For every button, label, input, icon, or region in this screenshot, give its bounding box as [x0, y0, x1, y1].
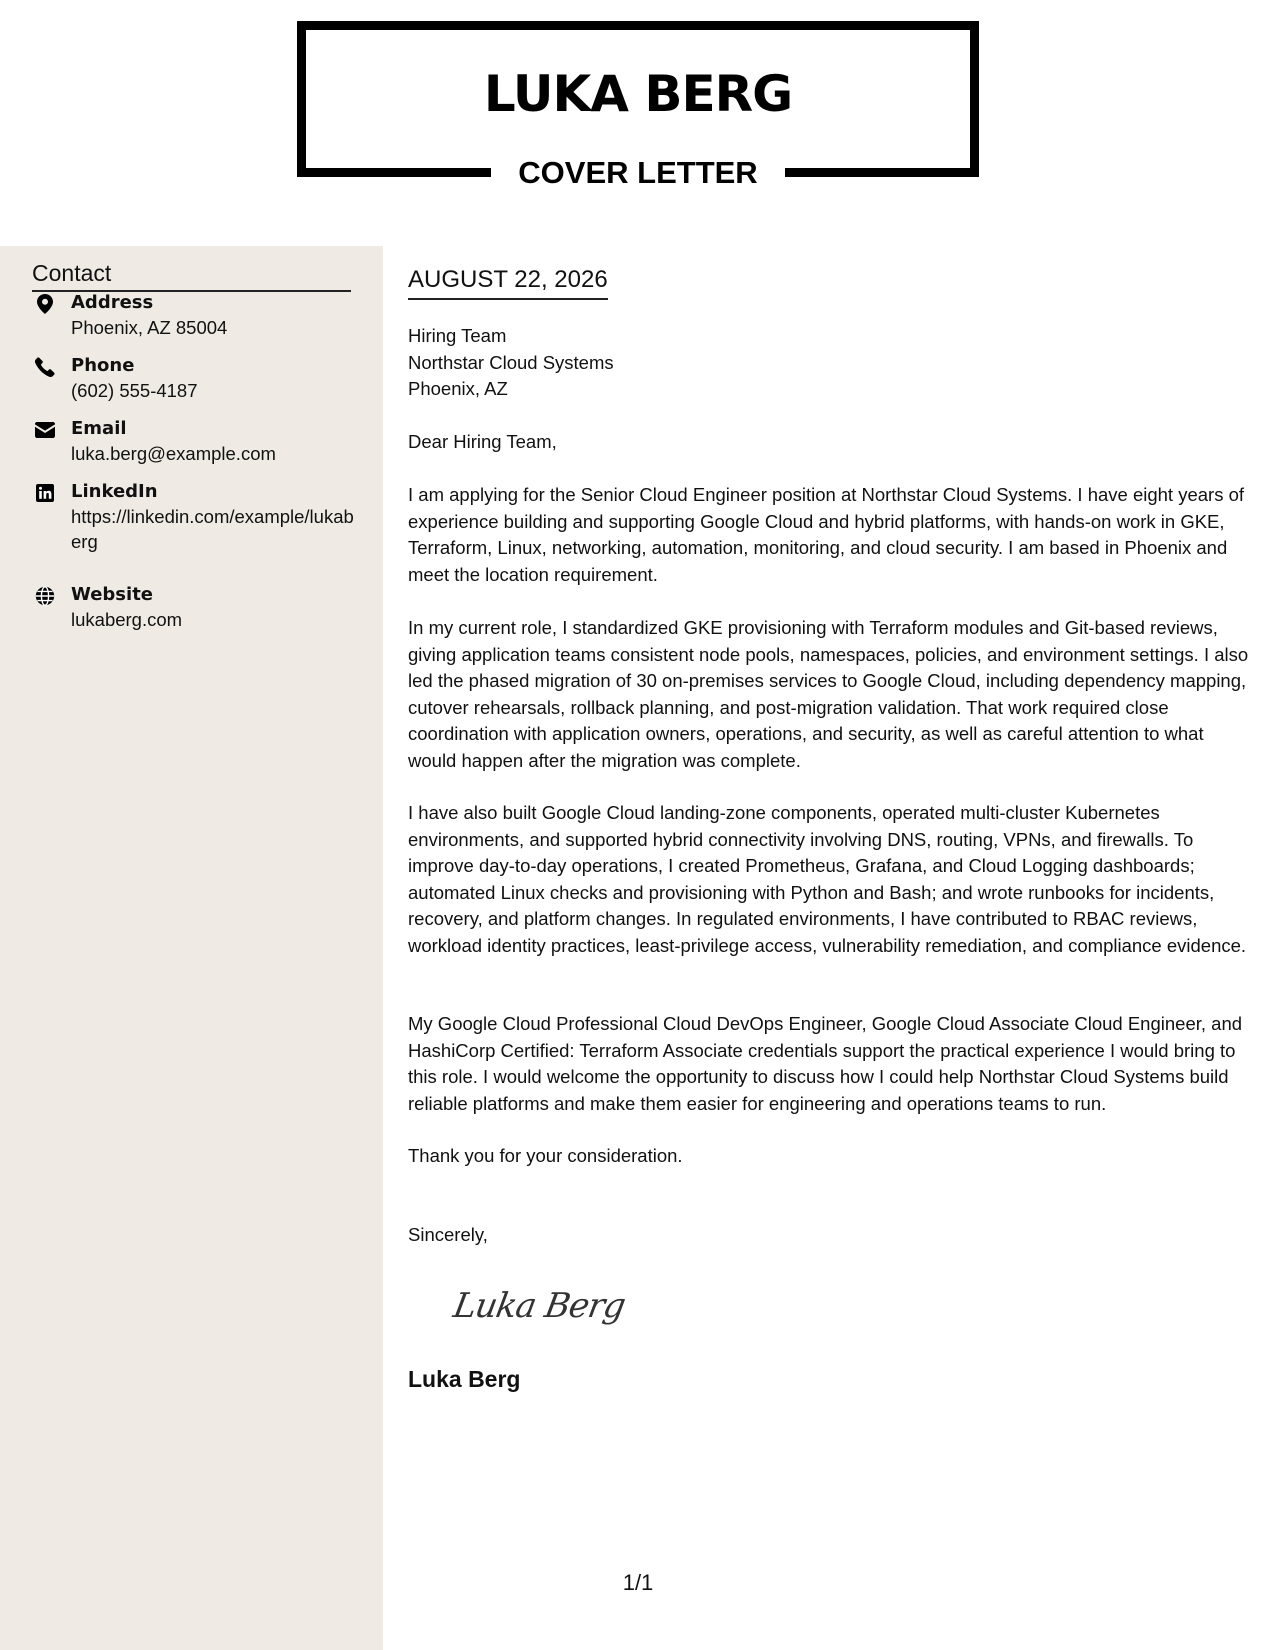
letter-date: AUGUST 22, 2026: [408, 264, 608, 300]
contact-heading: Contact: [32, 258, 351, 292]
globe-icon: [32, 583, 58, 609]
recipient-line: Northstar Cloud Systems: [408, 351, 614, 373]
signed-name: Luka Berg: [408, 1366, 521, 1392]
applicant-name-title: LUKA BERG: [483, 65, 793, 123]
contact-label: Address: [71, 292, 154, 313]
salutation: Dear Hiring Team,: [408, 431, 557, 452]
body-paragraph: In my current role, I standardized GKE provisioning with Terraform modules and Git-based reviews, giving application teams consistent node pools, namespaces, policies, and environment settings. I also led the phased migration of 30 on-premises services to Google Cloud, including dependency mapping, cutover rehearsals, rollback planning, and post-migration validation. That work required close coordination with application owners, operations, and security, as well as careful attention to what would happen after the migration was complete.: [408, 617, 1249, 771]
location-pin-icon: [32, 291, 58, 317]
contact-value: Phoenix, AZ 85004: [71, 317, 228, 338]
linkedin-icon: [32, 480, 58, 506]
contact-value: luka.berg@example.com: [71, 443, 276, 464]
page-number: 1/1: [622, 1570, 654, 1595]
contact-sidebar: [0, 246, 383, 1650]
body-paragraph: I have also built Google Cloud landing-zone components, operated multi-cluster Kubernetes environments, and supported hybrid connectivity involving DNS, routing, VPNs, and firewalls. To improve day-to-day operations, I created Prometheus, Grafana, and Cloud Logging dashboards; automated Linux checks and provisioning with Python and Bash; and wrote runbooks for incidents, recovery, and platform changes. In regulated environments, I have contributed to RBAC reviews, workload identity practices, least-privilege access, vulnerability remediation, and compliance evidence.: [408, 802, 1247, 956]
sign-off: Sincerely,: [408, 1224, 488, 1245]
phone-icon: [32, 354, 58, 380]
letter-header: [0, 0, 1275, 246]
contact-value: lukaberg.com: [71, 609, 183, 630]
handwritten-signature: Luka Berg: [450, 1286, 628, 1326]
contact-label: Website: [71, 584, 154, 605]
body-paragraph: My Google Cloud Professional Cloud DevOps Engineer, Google Cloud Associate Cloud Engineer, and HashiCorp Certified: Terraform Associate credentials support the practical experience I would bring to this role. I would welcome the opportunity to discuss how I could help Northstar Cloud Systems build reliable platforms and make them easier for engineering and operations teams to run.: [408, 1013, 1243, 1114]
contact-label: Phone: [71, 355, 135, 376]
document-type-label: COVER LETTER: [491, 150, 785, 196]
contact-value: https://linkedin.com/example/lukaberg: [71, 506, 354, 552]
recipient-line: Phoenix, AZ: [408, 378, 508, 399]
body-paragraph: I am applying for the Senior Cloud Engineer position at Northstar Cloud Systems. I have eight years of experience building and supporting Google Cloud and hybrid platforms, with hands-on work in GKE, Terraform, Linux, networking, automation, monitoring, and cloud security. I am based in Phoenix and meet the location requirement.: [408, 484, 1245, 585]
envelope-icon: [32, 417, 58, 443]
recipient-block: [408, 323, 614, 403]
contact-label: LinkedIn: [71, 481, 158, 502]
contact-value: (602) 555-4187: [71, 380, 198, 401]
recipient-line: Hiring Team: [408, 325, 507, 346]
closing-thanks: Thank you for your consideration.: [408, 1145, 683, 1166]
contact-label: Email: [71, 418, 127, 439]
